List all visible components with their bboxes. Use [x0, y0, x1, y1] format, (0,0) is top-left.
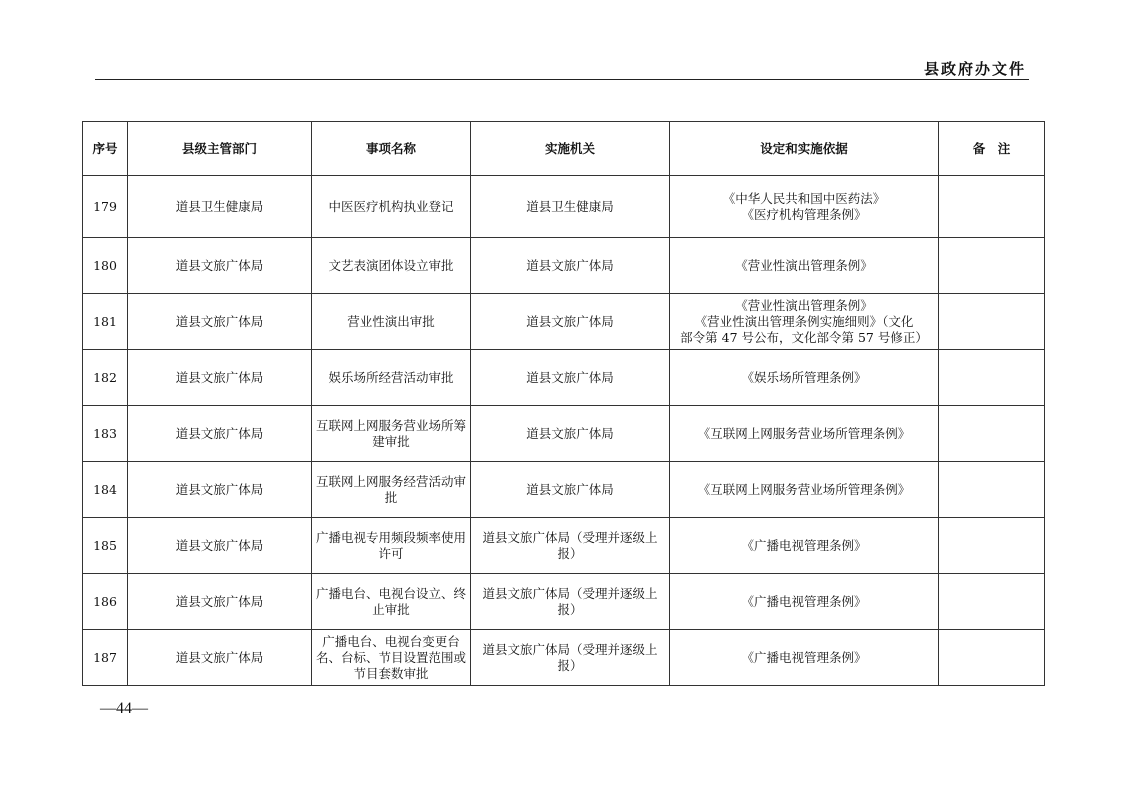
cell-agency: 道县文旅广体局（受理并逐级上报）: [471, 574, 670, 630]
basis-line: 《营业性演出管理条例》: [735, 297, 873, 313]
basis-line: 《广播电视管理条例》: [741, 649, 867, 665]
table-row: [83, 518, 1045, 574]
cell-seq: 183: [83, 406, 128, 462]
cell-note: [939, 238, 1045, 294]
cell-dept: 道县文旅广体局: [128, 462, 312, 518]
cell-dept: 道县文旅广体局: [128, 294, 312, 350]
approval-items-table: [82, 121, 1045, 686]
cell-item: 广播电视专用频段频率使用许可: [312, 518, 471, 574]
cell-note: [939, 350, 1045, 406]
cell-note: [939, 630, 1045, 686]
cell-item: 互联网上网服务营业场所筹建审批: [312, 406, 471, 462]
cell-basis: [670, 406, 939, 462]
column-header-agency: 实施机关: [471, 122, 670, 176]
cell-seq: 181: [83, 294, 128, 350]
cell-seq: 186: [83, 574, 128, 630]
column-header-item: 事项名称: [312, 122, 471, 176]
cell-seq: 185: [83, 518, 128, 574]
basis-line: 《广播电视管理条例》: [741, 593, 867, 609]
table-row: [83, 294, 1045, 350]
cell-basis: [670, 176, 939, 238]
basis-line: 《广播电视管理条例》: [741, 537, 867, 553]
cell-note: [939, 462, 1045, 518]
cell-basis: [670, 294, 939, 350]
header-title: 县政府办文件: [923, 60, 1026, 78]
table-row: [83, 462, 1045, 518]
cell-note: [939, 406, 1045, 462]
table-row: [83, 350, 1045, 406]
basis-line: 《互联网上网服务营业场所管理条例》: [697, 481, 911, 497]
cell-note: [939, 518, 1045, 574]
basis-line: 《互联网上网服务营业场所管理条例》: [697, 425, 911, 441]
cell-basis: [670, 518, 939, 574]
page-number: —44—: [100, 700, 148, 717]
header-rule: [95, 79, 1029, 80]
basis-line: 《营业性演出管理条例》: [735, 257, 873, 273]
basis-line: 部令第 47 号公布，文化部令第 57 号修正）: [680, 329, 928, 345]
basis-line: 《娱乐场所管理条例》: [741, 369, 867, 385]
table-row: [83, 630, 1045, 686]
table-row: [83, 238, 1045, 294]
basis-line: 《医疗机构管理条例》: [741, 206, 867, 222]
table-header-row: [83, 122, 1045, 176]
cell-note: [939, 574, 1045, 630]
cell-item: 娱乐场所经营活动审批: [312, 350, 471, 406]
cell-agency: 道县文旅广体局: [471, 238, 670, 294]
cell-agency: 道县卫生健康局: [471, 176, 670, 238]
cell-note: [939, 294, 1045, 350]
cell-seq: 179: [83, 176, 128, 238]
cell-basis: [670, 238, 939, 294]
cell-agency: 道县文旅广体局: [471, 406, 670, 462]
cell-item: 广播电台、电视台设立、终止审批: [312, 574, 471, 630]
column-header-note: 备 注: [939, 122, 1045, 176]
table-row: [83, 406, 1045, 462]
cell-item: 互联网上网服务经营活动审批: [312, 462, 471, 518]
cell-agency: 道县文旅广体局: [471, 462, 670, 518]
column-header-dept: 县级主管部门: [128, 122, 312, 176]
cell-seq: 184: [83, 462, 128, 518]
basis-line: 《中华人民共和国中医药法》: [722, 190, 886, 206]
cell-seq: 180: [83, 238, 128, 294]
column-header-basis: 设定和实施依据: [670, 122, 939, 176]
column-header-seq: 序号: [83, 122, 128, 176]
cell-dept: 道县卫生健康局: [128, 176, 312, 238]
cell-dept: 道县文旅广体局: [128, 406, 312, 462]
cell-seq: 187: [83, 630, 128, 686]
cell-basis: [670, 462, 939, 518]
cell-dept: 道县文旅广体局: [128, 518, 312, 574]
cell-item: 中医医疗机构执业登记: [312, 176, 471, 238]
table-row: [83, 176, 1045, 238]
basis-line: 《营业性演出管理条例实施细则》（文化: [694, 313, 914, 329]
cell-dept: 道县文旅广体局: [128, 238, 312, 294]
cell-agency: 道县文旅广体局: [471, 294, 670, 350]
table-row: [83, 574, 1045, 630]
cell-basis: [670, 630, 939, 686]
cell-agency: 道县文旅广体局: [471, 350, 670, 406]
cell-note: [939, 176, 1045, 238]
cell-agency: 道县文旅广体局（受理并逐级上报）: [471, 518, 670, 574]
cell-seq: 182: [83, 350, 128, 406]
cell-item: 文艺表演团体设立审批: [312, 238, 471, 294]
cell-basis: [670, 350, 939, 406]
cell-agency: 道县文旅广体局（受理并逐级上报）: [471, 630, 670, 686]
cell-basis: [670, 574, 939, 630]
cell-dept: 道县文旅广体局: [128, 630, 312, 686]
cell-item: 广播电台、电视台变更台名、台标、节目设置范围或节目套数审批: [312, 630, 471, 686]
cell-item: 营业性演出审批: [312, 294, 471, 350]
cell-dept: 道县文旅广体局: [128, 350, 312, 406]
cell-dept: 道县文旅广体局: [128, 574, 312, 630]
